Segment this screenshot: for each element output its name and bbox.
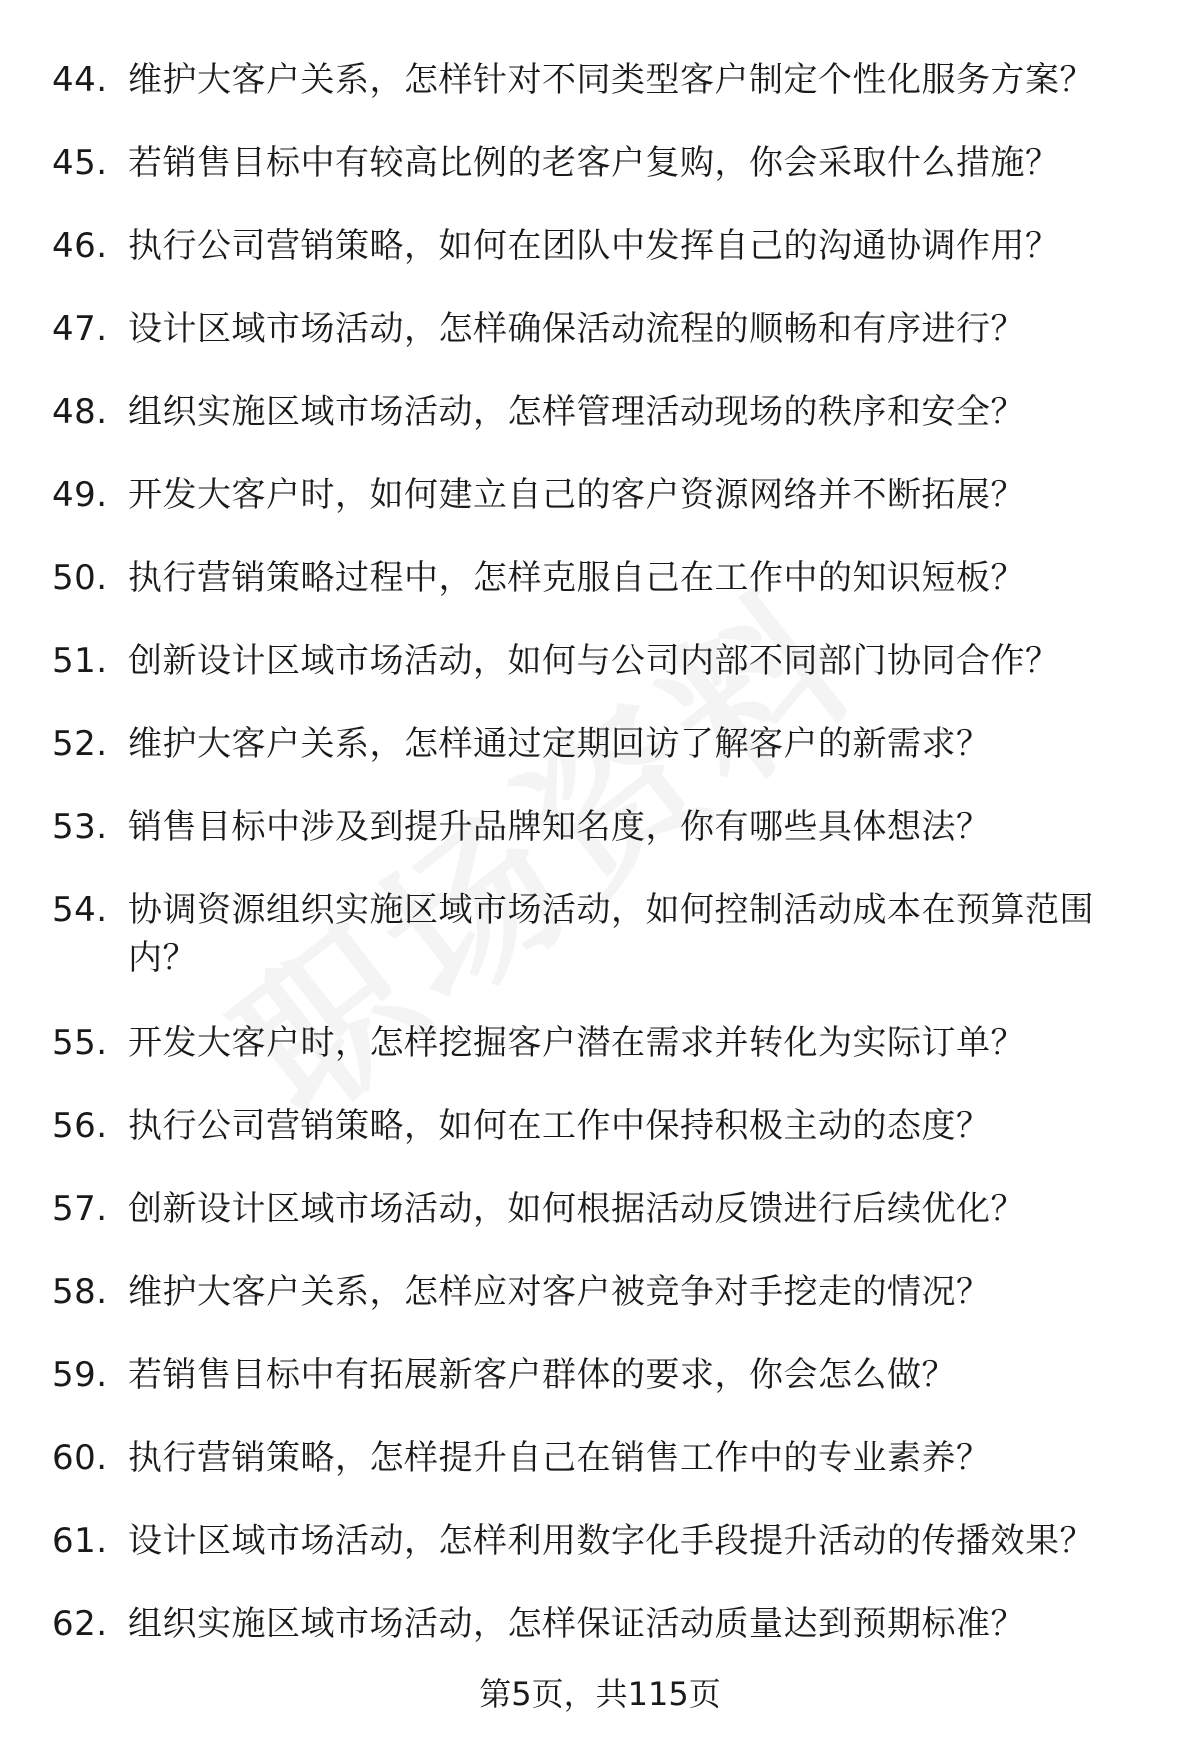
question-item	[52, 1102, 1152, 1150]
question-text: 维护大客户关系，怎样针对不同类型客户制定个性化服务方案？	[128, 60, 1094, 100]
question-text: 维护大客户关系，怎样应对客户被竞争对手挖走的情况？	[128, 1272, 991, 1312]
question-number: 49.	[52, 475, 108, 515]
question-number: 52.	[52, 724, 108, 764]
question-item	[52, 637, 1152, 685]
question-number: 61.	[52, 1521, 108, 1561]
question-text: 组织实施区域市场活动，怎样保证活动质量达到预期标准？	[128, 1604, 1025, 1644]
question-text: 创新设计区域市场活动，如何与公司内部不同部门协同合作？	[128, 641, 1060, 681]
question-item	[52, 305, 1152, 353]
question-number: 51.	[52, 641, 108, 681]
question-number: 54.	[52, 890, 108, 930]
question-text: 创新设计区域市场活动，如何根据活动反馈进行后续优化？	[128, 1189, 1025, 1229]
question-item	[52, 1268, 1152, 1316]
question-item	[52, 471, 1152, 519]
question-number: 46.	[52, 226, 108, 266]
question-number: 45.	[52, 143, 108, 183]
question-number: 53.	[52, 807, 108, 847]
question-item	[52, 886, 1152, 982]
question-text: 执行公司营销策略，如何在团队中发挥自己的沟通协调作用？	[128, 226, 1060, 266]
question-item	[52, 1019, 1152, 1067]
question-number: 47.	[52, 309, 108, 349]
question-number: 50.	[52, 558, 108, 598]
question-text: 设计区域市场活动，怎样利用数字化手段提升活动的传播效果？	[128, 1521, 1094, 1561]
question-item	[52, 222, 1152, 270]
question-text: 执行营销策略，怎样提升自己在销售工作中的专业素养？	[128, 1438, 991, 1478]
question-number: 44.	[52, 60, 108, 100]
question-number: 58.	[52, 1272, 108, 1312]
question-item	[52, 56, 1152, 104]
question-item	[52, 1434, 1152, 1482]
question-number: 55.	[52, 1023, 108, 1063]
question-text: 协调资源组织实施区域市场活动，如何控制活动成本在预算范围内？	[128, 890, 1094, 978]
question-text: 销售目标中涉及到提升品牌知名度，你有哪些具体想法？	[128, 807, 991, 847]
question-text: 组织实施区域市场活动，怎样管理活动现场的秩序和安全？	[128, 392, 1025, 432]
question-item	[52, 1517, 1152, 1565]
question-item	[52, 139, 1152, 187]
page-number-footer: 第5页，共115页	[479, 1675, 721, 1713]
question-text: 执行公司营销策略，如何在工作中保持积极主动的态度？	[128, 1106, 991, 1146]
question-text: 维护大客户关系，怎样通过定期回访了解客户的新需求？	[128, 724, 991, 764]
question-item	[52, 388, 1152, 436]
question-text: 执行营销策略过程中，怎样克服自己在工作中的知识短板？	[128, 558, 1025, 598]
question-number: 56.	[52, 1106, 108, 1146]
question-text: 若销售目标中有拓展新客户群体的要求，你会怎么做？	[128, 1355, 956, 1395]
question-number: 57.	[52, 1189, 108, 1229]
question-item	[52, 803, 1152, 851]
question-item	[52, 554, 1152, 602]
question-number: 62.	[52, 1604, 108, 1644]
question-number: 48.	[52, 392, 108, 432]
question-text: 开发大客户时，怎样挖掘客户潜在需求并转化为实际订单？	[128, 1023, 1025, 1063]
question-item	[52, 720, 1152, 768]
question-item	[52, 1185, 1152, 1233]
question-number: 59.	[52, 1355, 108, 1395]
question-text: 设计区域市场活动，怎样确保活动流程的顺畅和有序进行？	[128, 309, 1025, 349]
question-text: 开发大客户时，如何建立自己的客户资源网络并不断拓展？	[128, 475, 1025, 515]
question-item	[52, 1351, 1152, 1399]
question-number: 60.	[52, 1438, 108, 1478]
question-text: 若销售目标中有较高比例的老客户复购，你会采取什么措施？	[128, 143, 1060, 183]
question-list	[52, 56, 1152, 1683]
question-item	[52, 1600, 1152, 1648]
